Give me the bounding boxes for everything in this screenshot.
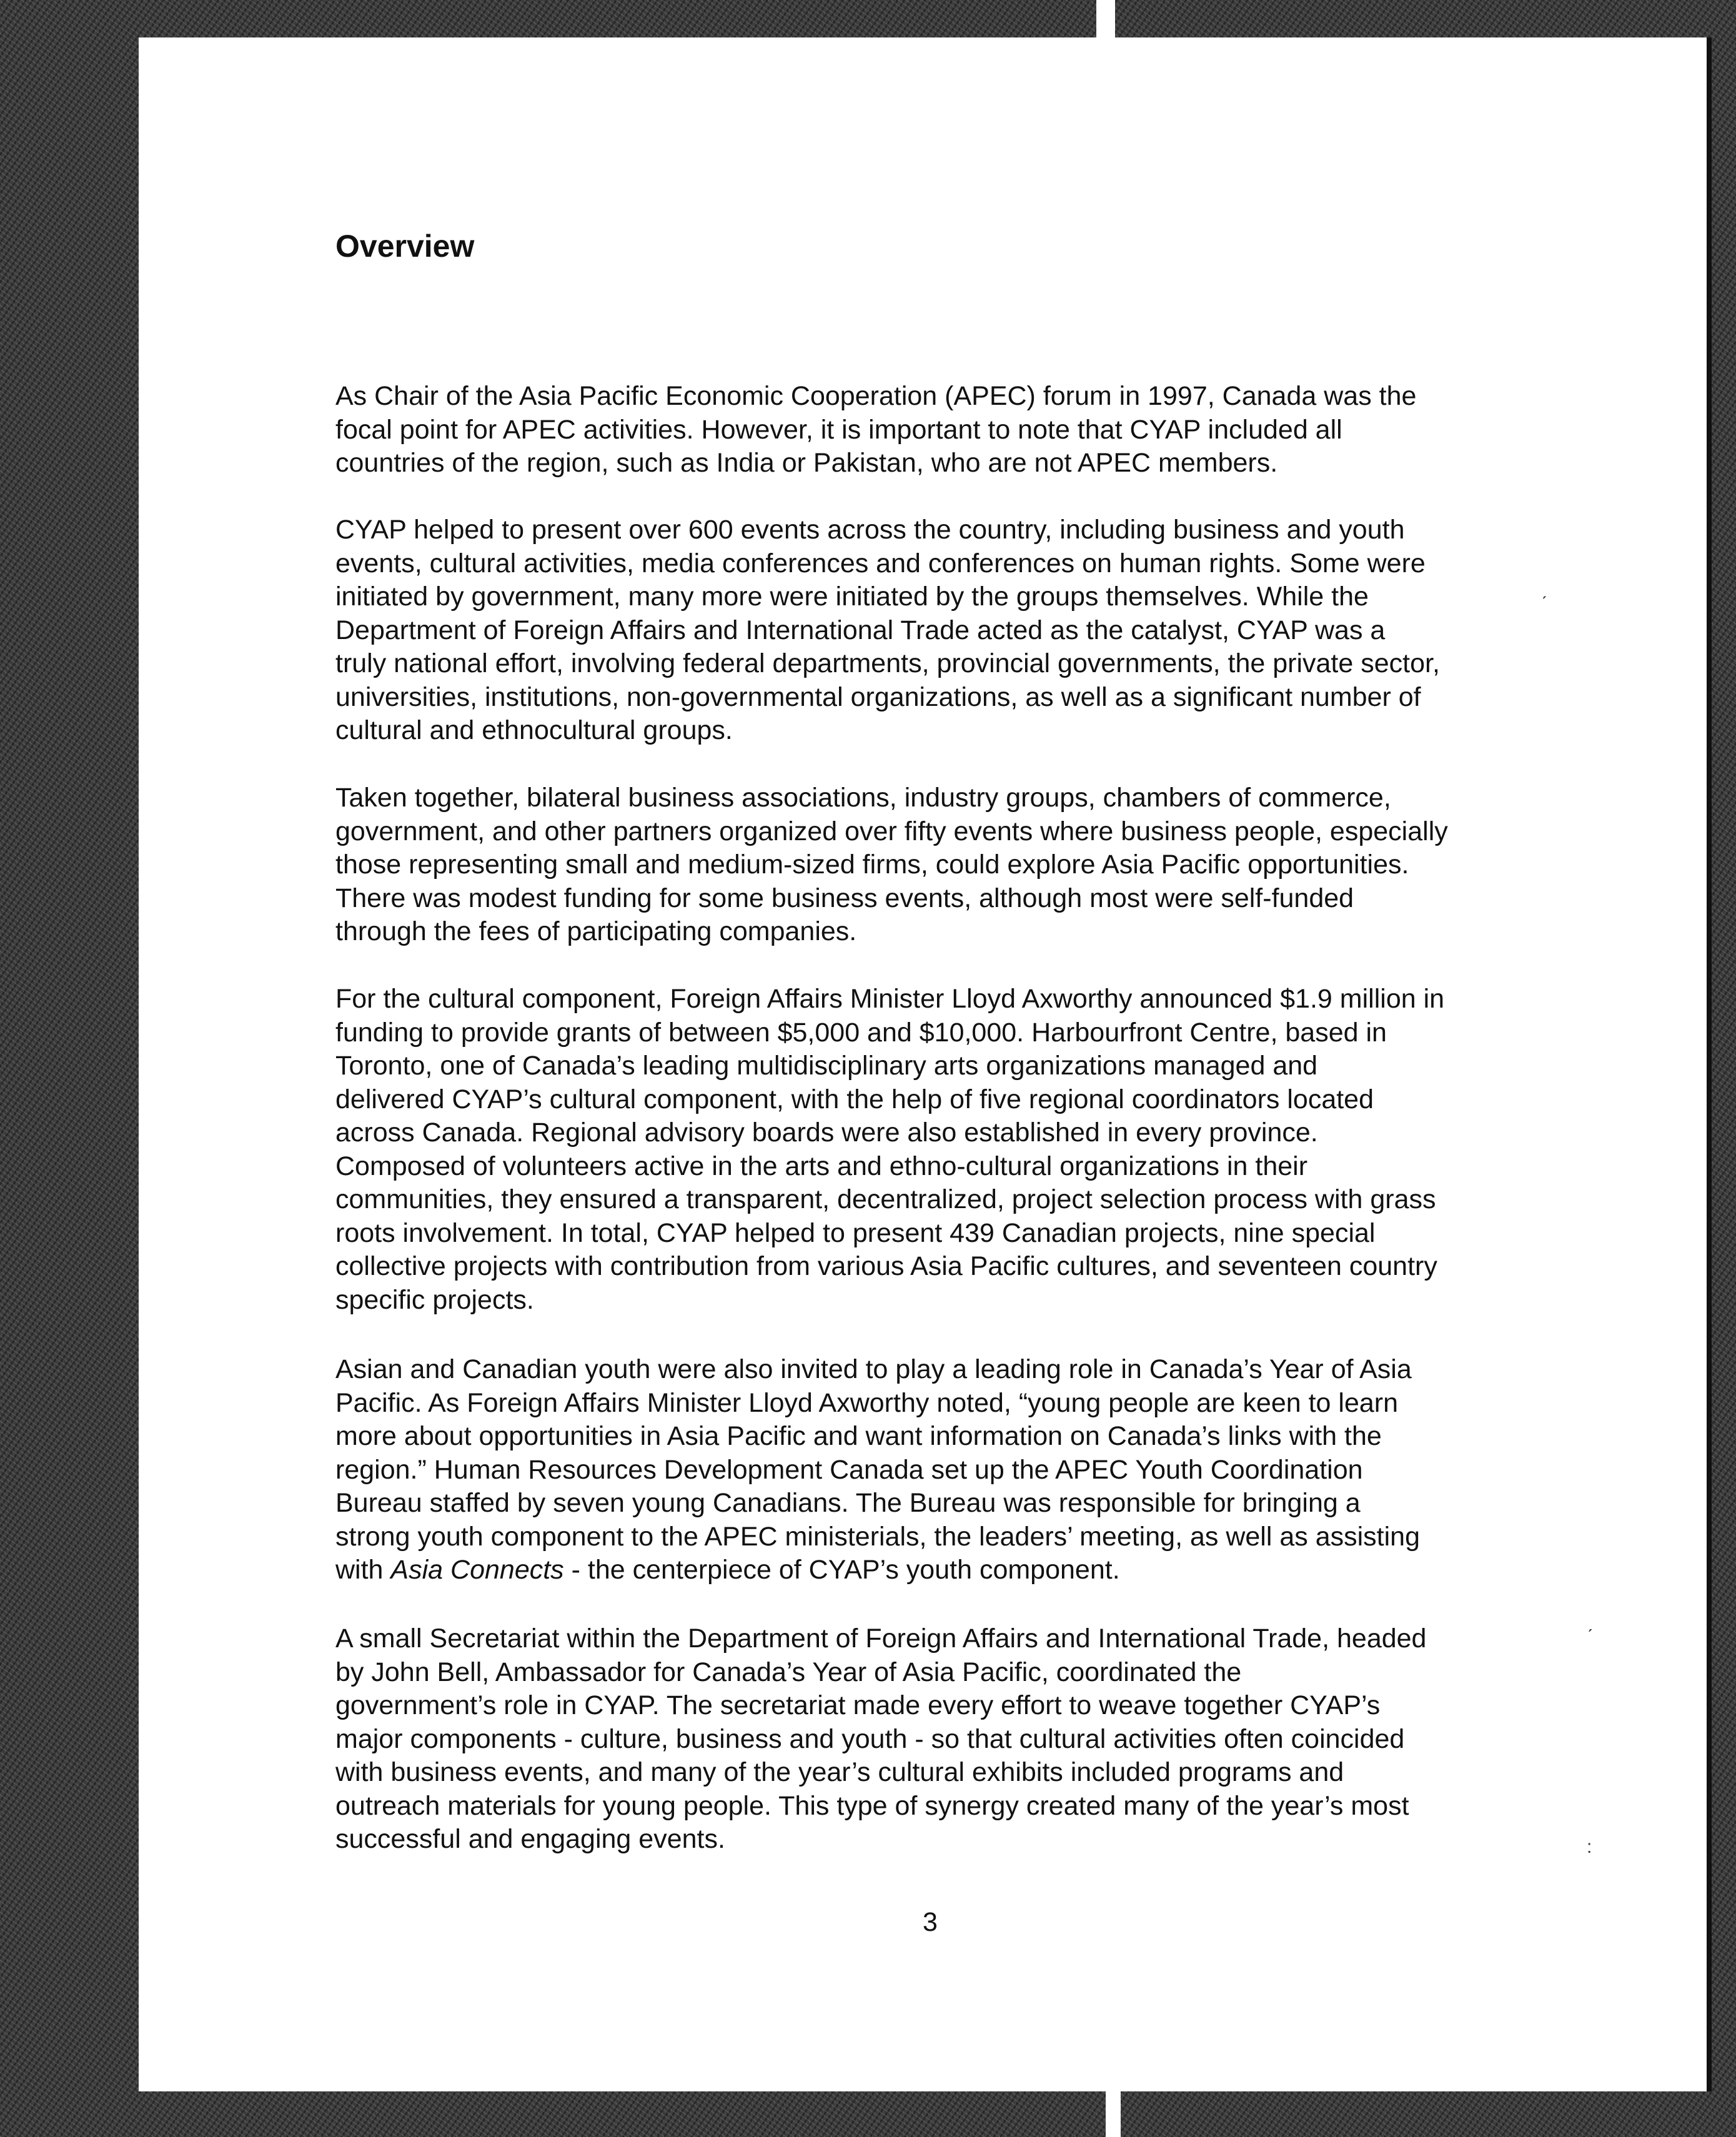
- text-line: Pacific. As Foreign Affairs Minister Lloyd Axworthy noted, “young people are keen to learn: [335, 1387, 1399, 1418]
- text-line: more about opportunities in Asia Pacific and want information on Canada’s links with the: [335, 1421, 1382, 1451]
- text-line: outreach materials for young people. This type of synergy created many of the year’s most: [335, 1790, 1409, 1821]
- text-line: delivered CYAP’s cultural component, with the help of five regional coordinators located: [335, 1084, 1374, 1114]
- text-line: Department of Foreign Affairs and International Trade acted as the catalyst, CYAP was a: [335, 615, 1386, 645]
- scan-speck: :: [1587, 1837, 1592, 1857]
- text-line: truly national effort, involving federal departments, provincial governments, the private sector,: [335, 648, 1440, 678]
- text-fragment: with: [335, 1555, 391, 1585]
- text-line: specific projects.: [335, 1284, 534, 1315]
- scan-speck: ˏ: [1587, 1612, 1593, 1632]
- text-line: Composed of volunteers active in the arts and ethno-cultural organizations in their: [335, 1151, 1308, 1181]
- text-line: Taken together, bilateral business associations, industry groups, chambers of commerce,: [335, 783, 1391, 813]
- text-line: strong youth component to the APEC ministerials, the leaders’ meeting, as well as assisting: [335, 1521, 1420, 1552]
- scan-speck: ˊ: [1541, 593, 1547, 614]
- paragraph-apec-chair: [335, 380, 1597, 480]
- text-line: through the fees of participating companies.: [335, 916, 857, 946]
- text-line: countries of the region, such as India or Pakistan, who are not APEC members.: [335, 448, 1278, 478]
- text-line: successful and engaging events.: [335, 1824, 725, 1854]
- page-title: Overview: [335, 229, 475, 264]
- text-line: [335, 1554, 1597, 1587]
- text-line: Toronto, one of Canada’s leading multidisciplinary arts organizations managed and: [335, 1051, 1318, 1081]
- page-number: 3: [923, 1907, 938, 1937]
- paragraph-cultural: [335, 983, 1597, 1317]
- text-fragment: - the centerpiece of CYAP’s youth component.: [563, 1555, 1120, 1585]
- text-line: Asian and Canadian youth were also invited to play a leading role in Canada’s Year of Asia: [335, 1354, 1412, 1384]
- text-line: collective projects with contribution from various Asia Pacific cultures, and seventeen country: [335, 1251, 1437, 1281]
- publication-title: Asia Connects: [390, 1555, 564, 1585]
- text-line: region.” Human Resources Development Canada set up the APEC Youth Coordination: [335, 1454, 1363, 1485]
- text-line: Bureau staffed by seven young Canadians. The Bureau was responsible for bringing a: [335, 1488, 1361, 1518]
- text-line: those representing small and medium-sized firms, could explore Asia Pacific opportunities.: [335, 850, 1409, 880]
- paragraph-secretariat: [335, 1622, 1597, 1857]
- text-line: government, and other partners organized over fifty events where business people, especially: [335, 816, 1448, 846]
- text-line: CYAP helped to present over 600 events across the country, including business and youth: [335, 515, 1405, 545]
- scan-artifact-top: [1096, 0, 1115, 37]
- text-line: focal point for APEC activities. However, it is important to note that CYAP included all: [335, 414, 1342, 445]
- text-line: As Chair of the Asia Pacific Economic Cooperation (APEC) forum in 1997, Canada was the: [335, 381, 1417, 411]
- text-line: government’s role in CYAP. The secretariat made every effort to weave together CYAP’s: [335, 1690, 1381, 1720]
- text-line: with business events, and many of the year’s cultural exhibits included programs and: [335, 1757, 1344, 1787]
- text-line: cultural and ethnocultural groups.: [335, 715, 733, 745]
- text-line: across Canada. Regional advisory boards were also established in every province.: [335, 1118, 1318, 1148]
- text-line: initiated by government, many more were initiated by the groups themselves. While the: [335, 582, 1369, 612]
- text-line: by John Bell, Ambassador for Canada’s Year of Asia Pacific, coordinated the: [335, 1657, 1242, 1687]
- text-line: funding to provide grants of between $5,000 and $10,000. Harbourfront Centre, based in: [335, 1017, 1387, 1048]
- text-line: A small Secretariat within the Department of Foreign Affairs and International Trade, headed: [335, 1624, 1427, 1654]
- scan-artifact-bottom: [1106, 2091, 1121, 2137]
- text-line: events, cultural activities, media conferences and conferences on human rights. Some were: [335, 548, 1426, 578]
- document-page: [139, 37, 1712, 2091]
- text-line: universities, institutions, non-governmental organizations, as well as a significant number of: [335, 682, 1421, 712]
- text-line: communities, they ensured a transparent, decentralized, project selection process with grass: [335, 1184, 1436, 1214]
- text-line: major components - culture, business and youth - so that cultural activities often coincided: [335, 1723, 1405, 1754]
- paragraph-events: [335, 513, 1597, 748]
- text-line: There was modest funding for some business events, although most were self-funded: [335, 883, 1354, 913]
- paragraph-youth: [335, 1353, 1597, 1587]
- text-line: roots involvement. In total, CYAP helped to present 439 Canadian projects, nine special: [335, 1217, 1376, 1248]
- paragraph-business: [335, 781, 1597, 949]
- scan-border: [0, 0, 141, 2137]
- text-line: For the cultural component, Foreign Affairs Minister Lloyd Axworthy announced $1.9 million in: [335, 984, 1445, 1014]
